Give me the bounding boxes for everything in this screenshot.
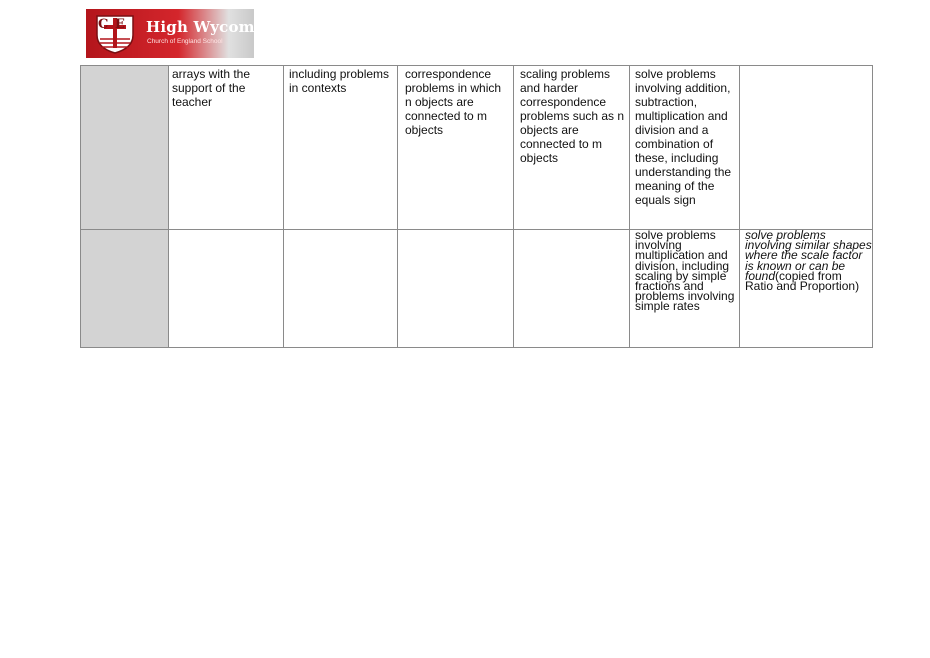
table-row — [81, 230, 873, 348]
table-cell — [740, 230, 873, 348]
curriculum-table — [80, 65, 873, 348]
table-cell — [398, 230, 514, 348]
table-cell: scaling problems and harder correspondence problems such as n objects are connected to m objects — [514, 66, 630, 230]
source-note: (copied from Ratio and Proportion) — [745, 268, 860, 294]
crest-letter-c: C — [98, 17, 109, 32]
table-cell — [514, 230, 630, 348]
table-cell: correspondence problems in which n objects are connected to m objects — [398, 66, 514, 230]
row-header-cell — [81, 66, 169, 230]
table-cell: solve problems involving addition, subtraction, multiplication and division and a combination of these, including understanding the meaning of the equals sign — [630, 66, 740, 230]
table-cell — [284, 230, 398, 348]
table-cell: solve problems involving multiplication and division, including scaling by simple fractions and problems involving simple rates — [630, 230, 740, 348]
table-cell: including problems in contexts — [284, 66, 398, 230]
row-header-cell — [81, 230, 169, 348]
school-logo — [86, 9, 276, 58]
table-cell: arrays with the support of the teacher — [169, 66, 284, 230]
table-row — [81, 66, 873, 230]
italic-text: solve problems involving similar shapes where the scale factor is known or can be found — [745, 228, 872, 283]
crest-letter-e: E — [115, 17, 125, 32]
logo-title: High Wycombe — [146, 18, 276, 36]
logo-subtitle: Church of England School — [147, 38, 223, 45]
table-cell — [169, 230, 284, 348]
table-cell — [740, 66, 873, 230]
